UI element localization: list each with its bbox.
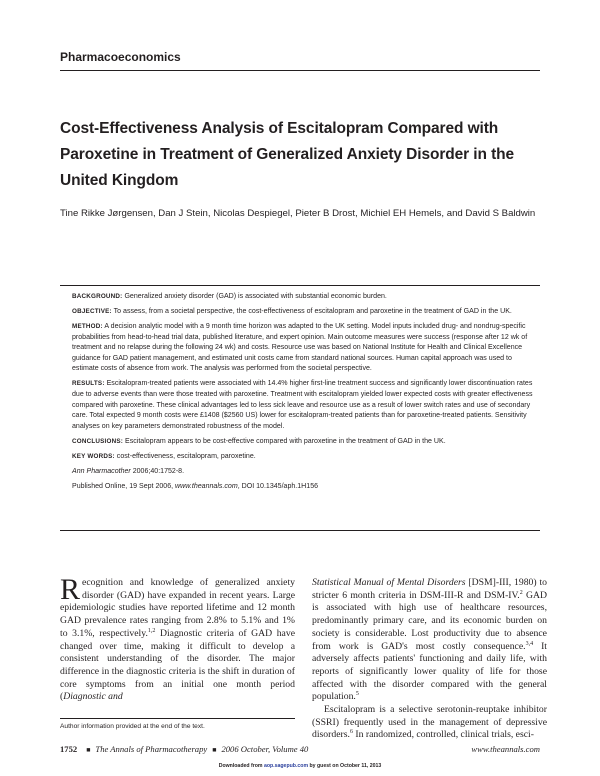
author-list: Tine Rikke Jørgensen, Dan J Stein, Nicolas Despiegel, Pieter B Drost, Michiel EH Hemels, and David S Baldwin: [60, 208, 536, 219]
intro-paragraph: [60, 573, 296, 704]
method-label: METHOD:: [72, 322, 103, 330]
conclusions-label: CONCLUSIONS:: [72, 437, 124, 445]
abstract-results: [72, 379, 540, 432]
ref-1-2: 1,2: [147, 627, 156, 634]
citation: [72, 467, 540, 478]
footnote-rule: [60, 718, 295, 719]
ref-6: 6: [349, 729, 353, 736]
abstract: [72, 292, 540, 497]
right-text-1: [DSM]-III, 1980) to stricter 6 month criteria in DSM-III-R and DSM-IV.: [312, 577, 547, 601]
abstract-bottom-rule: [60, 530, 540, 531]
footer-journal: The Annals of Pharmacotherapy: [95, 744, 208, 754]
right-text-3: It adversely affects patients' functioning and daily life, with reports of significantly lower quality of life for those affected with the disorder compared with the general population.: [312, 640, 547, 703]
keywords-text: cost-effectiveness, escitalopram, paroxetine.: [116, 452, 256, 460]
download-link[interactable]: aop.sagepub.com: [263, 763, 309, 769]
ref-3-4: 3,4: [525, 640, 534, 647]
right-text-2: GAD is associated with high use of healthcare resources, predominantly primary care, and its economic burden on society is considerable. Lost productivity due to absence from work is GAD's most costly consequence.: [312, 589, 547, 652]
published-site-link[interactable]: www.theannals.com: [175, 482, 238, 490]
footer-site: www.theannals.com: [471, 744, 540, 754]
method-text: A decision analytic model with a 9 month time horizon was adapted to the UK setting. Model inputs included drug- and nondrug-specific probabilities from head-to-head trial data, published literature, and expert opinion. Main outcome measures were success (response after 12 wk of treatment and no relapse during the following 24 wk) and costs. Resource use was based on National Institute for Health and Clinical Excellence guidance for GAD patient management, and estimated unit costs came from standard national sources. Human capital approach was used to estimate costs of absence from work. The analysis was performed from the societal perspective.: [72, 322, 528, 373]
objective-text: To assess, from a societal perspective, the cost-effectiveness of escitalopram and paroxetine in the treatment of GAD in the UK.: [113, 307, 512, 315]
body-column-left: [60, 573, 296, 704]
intro-italic-end: Diagnostic and: [63, 691, 123, 703]
intro-continuation: [312, 577, 547, 704]
abstract-background: [72, 292, 540, 303]
published-doi: , DOI 10.1345/aph.1H156: [237, 482, 319, 490]
published-online: [72, 482, 540, 493]
abstract-method: [72, 322, 540, 375]
keywords-label: KEY WORDS:: [72, 452, 115, 460]
results-label: RESULTS:: [72, 380, 105, 388]
footer-issue: 2006 October, Volume 40: [221, 744, 309, 754]
citation-volume: 2006;40:1752-8.: [130, 467, 185, 475]
author-footnote: Author information provided at the end of the text.: [60, 723, 205, 730]
abstract-top-rule: [60, 285, 540, 286]
conclusions-text: Escitalopram appears to be cost-effective compared with paroxetine in the treatment of GAD in the UK.: [125, 437, 446, 445]
background-text: Generalized anxiety disorder (GAD) is associated with substantial economic burden.: [124, 293, 387, 300]
abstract-keywords: [72, 452, 540, 463]
article-title: Cost-Effectiveness Analysis of Escitalopram Compared with Paroxetine in Treatment of Generalized Anxiety Disorder in the United Kingdom: [60, 120, 515, 189]
footer-separator: ■: [86, 746, 91, 754]
escitalopram-paragraph: [312, 704, 547, 742]
intro-text-2: Diagnostic criteria of GAD have changed over time, making it difficult to develop a consistent understanding of the disorder. The major difference in the diagnostic criteria is the shift in duration of core symptoms from an initial one month period (: [60, 627, 296, 703]
page-footer: [60, 744, 308, 754]
abstract-conclusions: [72, 437, 540, 448]
published-prefix: Published Online, 19 Sept 2006,: [72, 482, 176, 490]
download-suffix: by guest on October 11, 2013: [308, 763, 382, 769]
drop-cap: R: [60, 573, 81, 606]
body-column-right: [312, 577, 547, 742]
objective-label: OBJECTIVE:: [72, 307, 112, 315]
results-text: Escitalopram-treated patients were associated with 14.4% higher first-line treatment success and significantly lower discontinuation rates due to adverse events than were those treated with paroxetine. Treatment with escitalopram yielded lower expected costs with greater effectiveness compared with paroxetine. These clinical advantages led to less sick leave and resource use as a result of lower switch rates and use of secondary care. Total expected 9 month costs were £1408 ($2560 US) lower for escitalopram-treated patients than for paroxetine-treated patients. Sensitivity analyses on key parameters demonstrated robustness of the model.: [72, 380, 533, 430]
abstract-objective: [72, 307, 540, 318]
dsm-title: Statistical Manual of Mental Disorders: [312, 577, 466, 588]
page-number: 1752: [60, 744, 78, 754]
download-notice: [0, 763, 600, 769]
section-label: Pharmacoeconomics: [60, 50, 181, 64]
background-label: BACKGROUND:: [72, 293, 123, 300]
header-rule: [60, 70, 540, 71]
ref-2: 2: [519, 589, 523, 596]
escitalopram-text: Escitalopram is a selective serotonin-reuptake inhibitor (SSRI) frequently used in the management of depressive disorders.: [312, 704, 547, 741]
citation-journal: Ann Pharmacother: [72, 467, 131, 475]
intro-text-1: ecognition and knowledge of generalized anxiety disorder (GAD) have expanded in recent years. Large epidemiologic studies have reported lifetime and 12 month GAD prevalence rates ranging from 2.8% to 5.1% and 1% to 3.1%, respectively.: [60, 577, 295, 639]
escitalopram-text-end: In randomized, controlled, clinical trials, esci-: [352, 729, 534, 741]
footer-separator-2: ■: [212, 746, 217, 754]
download-prefix: Downloaded from: [218, 763, 264, 769]
ref-5: 5: [355, 691, 359, 698]
